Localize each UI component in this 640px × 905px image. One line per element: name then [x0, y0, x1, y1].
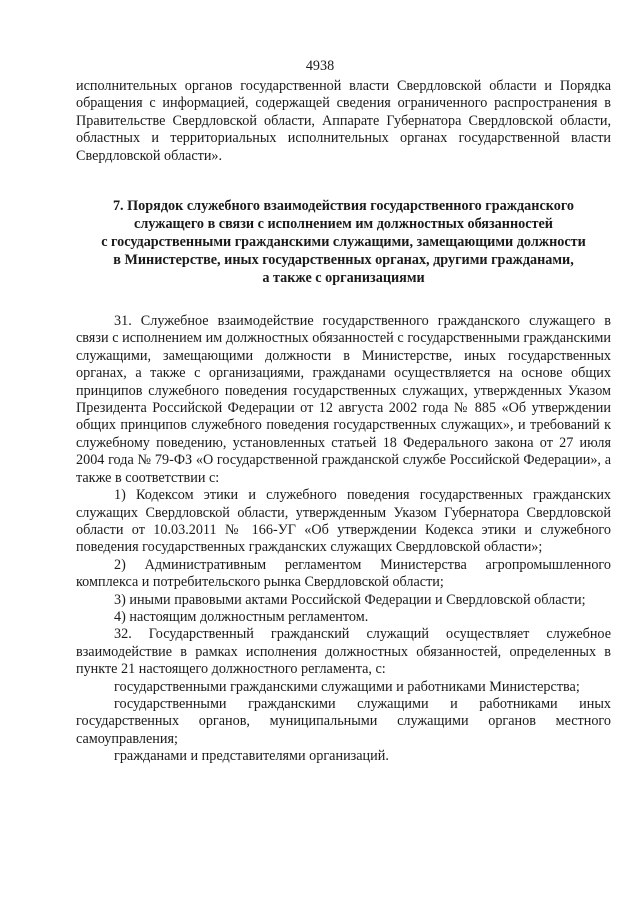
section-title-line: служащего в связи с исполнением им должностных обязанностей [134, 216, 553, 233]
paragraph-31: 31. Служебное взаимодействие государственного гражданского служащего в связи с исполнением им должностных обязанностей с государственными гражданскими служащими, замещающими должности в Министерстве, иных государственных органах, а также с организациями, гражданами осуществляется на основе общих принципов служебного поведения государственных служащих, утвержденных Указом Президента Российской Федерации от 12 августа 2002 года № 885 «Об утверждении общих принципов служебного поведения государственных служащих», и требований к служебному поведению, установленных статьей 18 Федерального закона от 27 июля 2004 года № 79-ФЗ «О государственной гражданской службе Российской Федерации», а также в соответствии с: [76, 313, 611, 486]
interaction-item-ministry: государственными гражданскими служащими и работниками Министерства; [114, 678, 580, 695]
section-title-line: 7. Порядок служебного взаимодействия государственного гражданского [112, 198, 575, 215]
paragraph-32: 32. Государственный гражданский служащий осуществляет служебное взаимодействие в рамках исполнения должностных обязанностей, определенных в пункте 21 настоящего должностного регламента, с: [76, 626, 611, 678]
section-title [76, 197, 611, 287]
interaction-item-citizens: гражданами и представителями организаций. [114, 748, 389, 765]
list-item-1: 1) Кодексом этики и служебного поведения государственных гражданских служащих Свердловской области, утвержденным Указом Губернатора Свердловской области от 10.03.2011 № 166-УГ «Об утверждении Кодекса этики и служебного поведения государственных гражданских служащих Свердловской области»; [76, 487, 611, 556]
section-title-line: а также с организациями [262, 270, 425, 287]
list-item-2: 2) Административным регламентом Министерства агропромышленного комплекса и потребительского рынка Свердловской области; [76, 556, 611, 591]
page-number: 4938 [305, 58, 335, 74]
page-content [76, 78, 611, 766]
continuation-paragraph: исполнительных органов государственной власти Свердловской области и Порядка обращения с информацией, содержащей сведения ограниченного распространения в Правительстве Свердловской области, Аппарате Губернатора Свердловской области, областных и территориальных исполнительных органах государственной власти Свердловской области». [76, 78, 611, 164]
list-item-4: 4) настоящим должностным регламентом. [114, 608, 369, 625]
section-title-line: с государственными гражданскими служащими, замещающими должности [101, 234, 586, 251]
section-title-line: в Министерстве, иных государственных органах, другими гражданами, [113, 252, 574, 269]
interaction-item-other-bodies: государственными гражданскими служащими и работниками иных государственных органов, муниципальными служащими органов местного самоуправления; [76, 695, 611, 747]
list-item-3: 3) иными правовыми актами Российской Федерации и Свердловской области; [114, 591, 586, 608]
